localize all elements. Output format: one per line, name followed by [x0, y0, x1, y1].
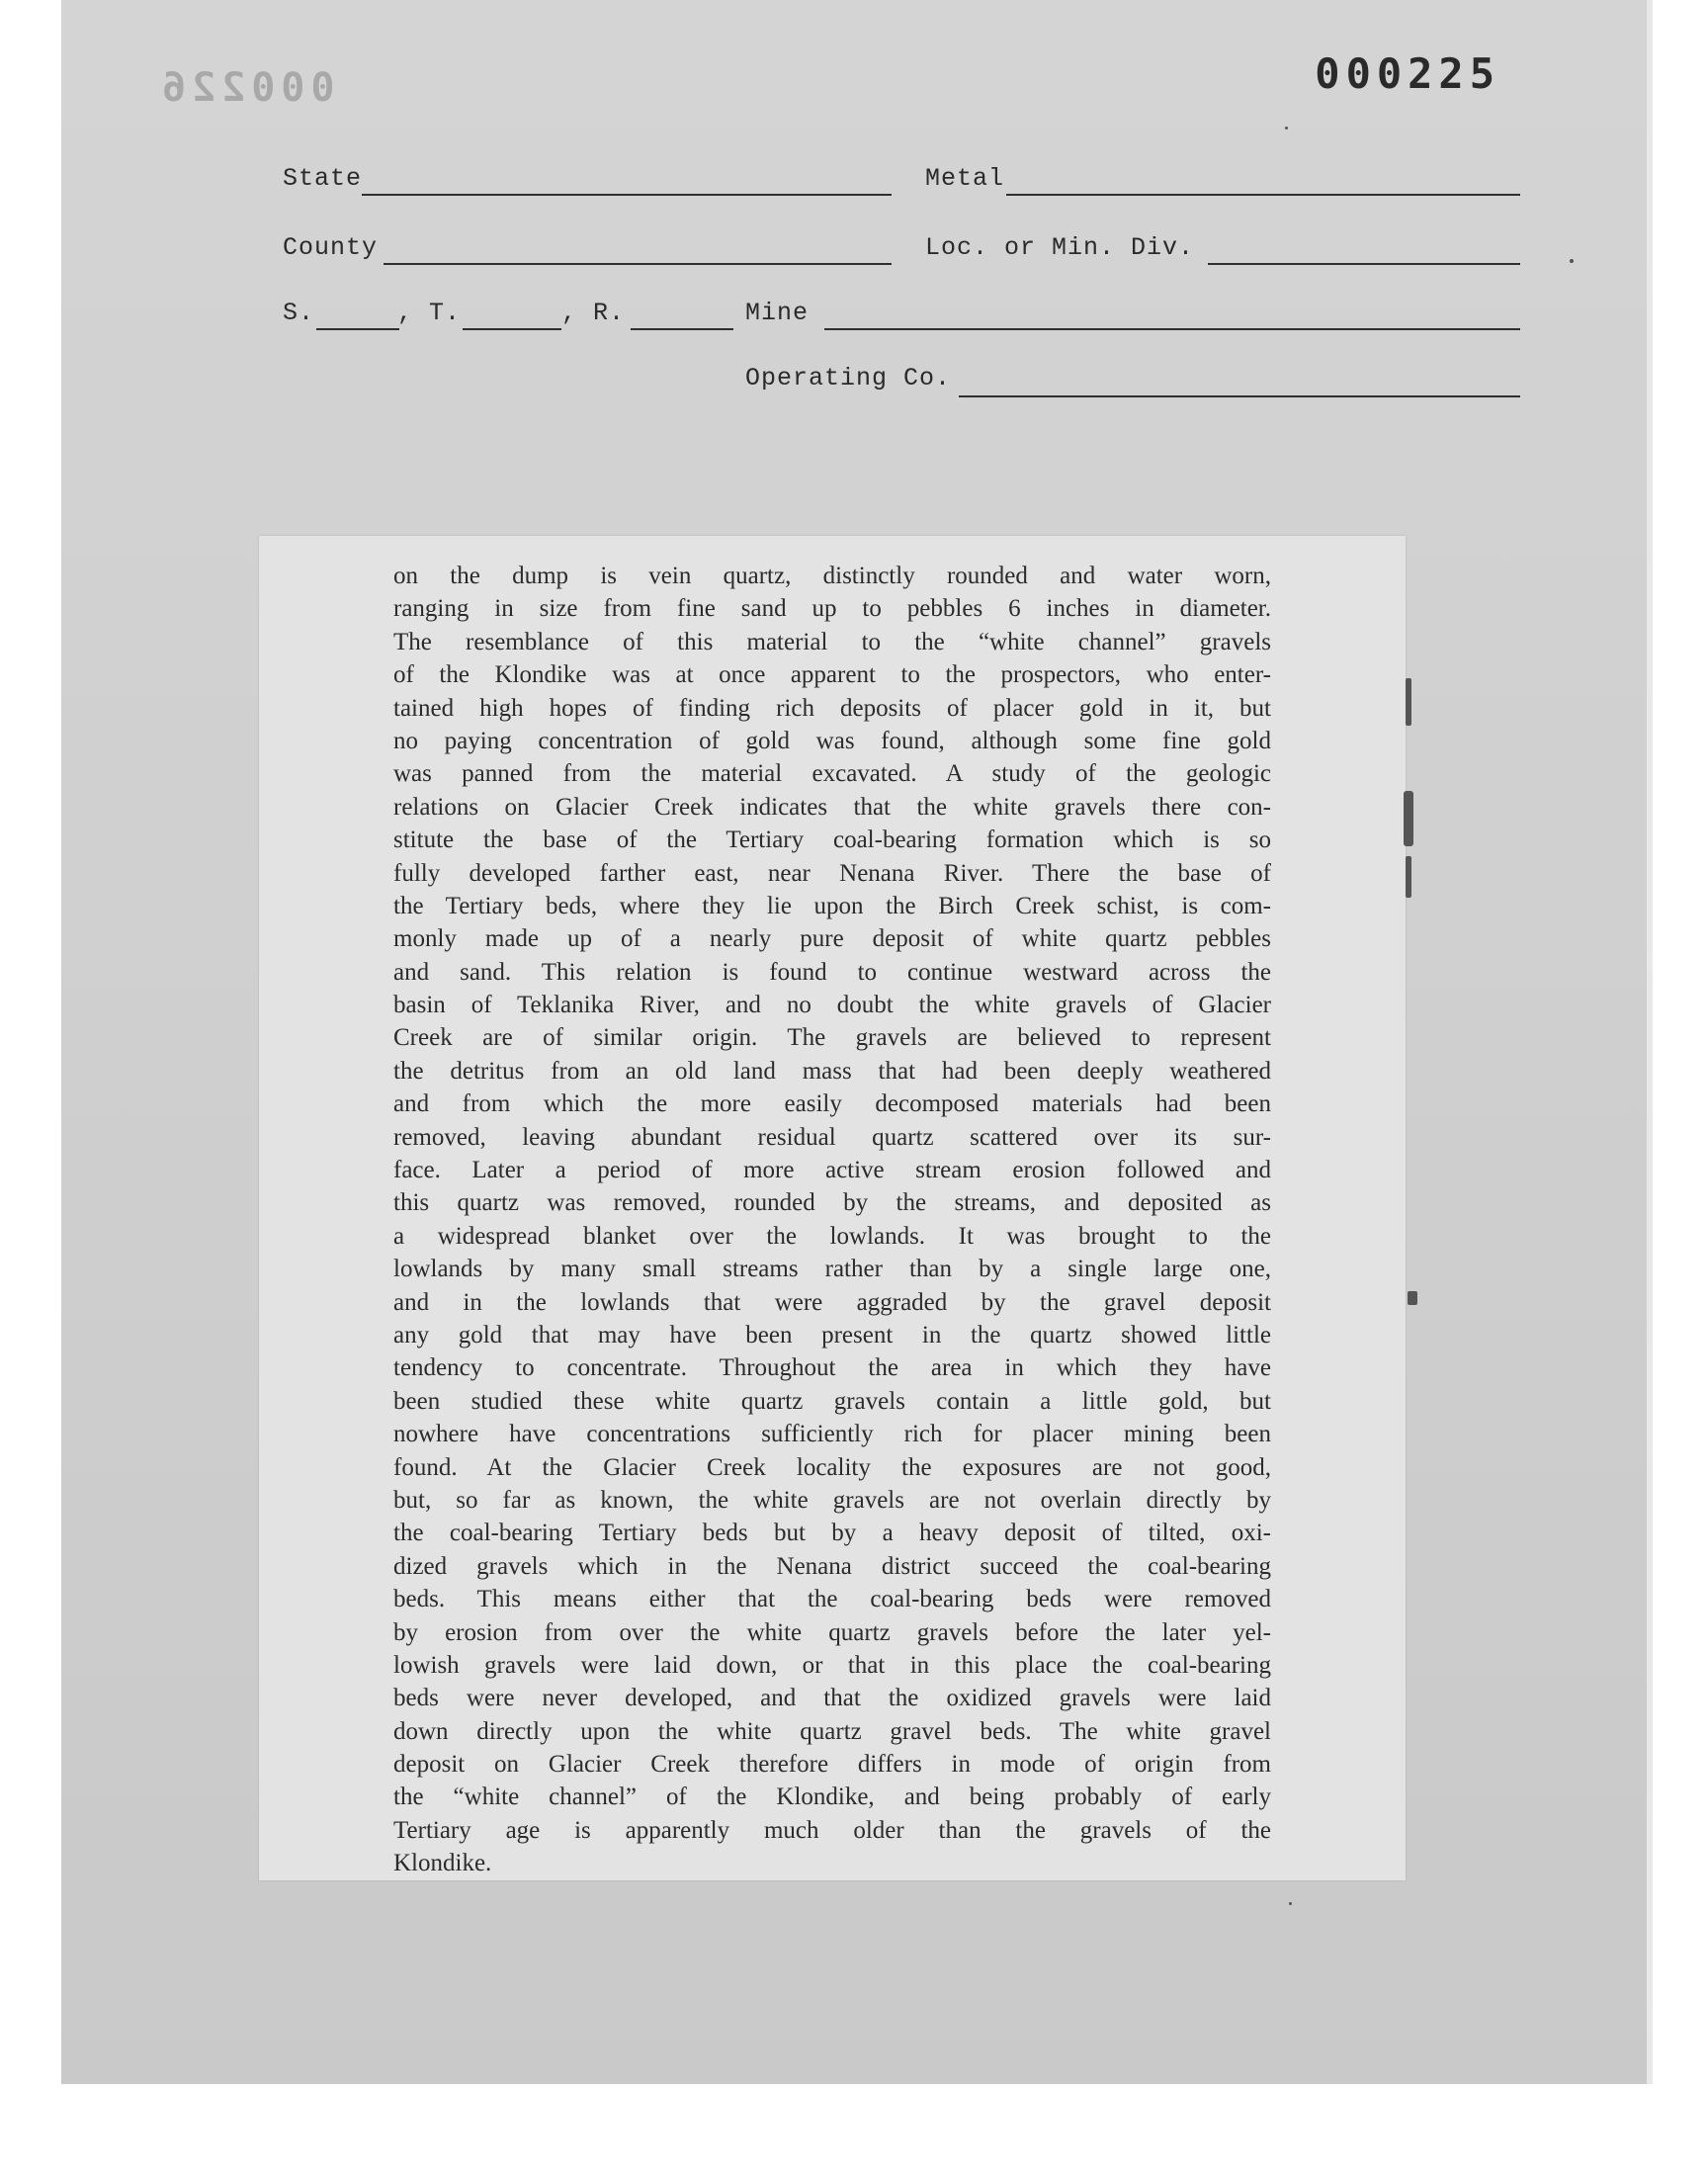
text-line: by erosion from over the white quartz gravels before the later yel-: [393, 1618, 1271, 1646]
loc-min-div-label: Loc. or Min. Div.: [925, 233, 1195, 262]
text-line: of the Klondike was at once apparent to the prospectors, who enter-: [393, 661, 1271, 689]
text-line: tained high hopes of finding rich deposits of placer gold in it, but: [393, 694, 1271, 722]
text-line: nowhere have concentrations sufficiently rich for placer mining been: [393, 1421, 1271, 1448]
text-line: a widespread blanket over the lowlands. It was brought to the: [393, 1222, 1271, 1250]
township-label: , T.: [397, 299, 462, 327]
text-line: ranging in size from fine sand up to pebbles 6 inches in diameter.: [393, 595, 1271, 623]
text-line: dized gravels which in the Nenana district succeed the coal-bearing: [393, 1552, 1271, 1580]
text-line: monly made up of a nearly pure deposit of white quartz pebbles: [393, 925, 1271, 953]
range-label: , R.: [561, 299, 626, 327]
metal-label: Metal: [925, 164, 1005, 193]
operating-co-label: Operating Co.: [745, 364, 952, 392]
loc-min-div-field[interactable]: [1208, 263, 1520, 265]
mine-field[interactable]: [824, 328, 1520, 330]
text-line: fully developed farther east, near Nenana River. There the base of: [393, 859, 1271, 887]
text-line: deposit on Glacier Creek therefore differs in mode of origin from: [393, 1751, 1271, 1779]
card-edge: [1647, 0, 1653, 2084]
text-line: lowish gravels were laid down, or that in this place the coal-bearing: [393, 1651, 1271, 1679]
text-line: on the dump is vein quartz, distinctly rounded and water worn,: [393, 563, 1271, 589]
metal-field[interactable]: [1006, 194, 1520, 196]
text-line: tendency to concentrate. Throughout the area in which they have: [393, 1354, 1271, 1382]
text-line: lowlands by many small streams rather than by a single large one,: [393, 1256, 1271, 1283]
text-line: relations on Glacier Creek indicates that the white gravels there con-: [393, 793, 1271, 821]
text-line: basin of Teklanika River, and no doubt the white gravels of Glacier: [393, 992, 1271, 1019]
serial-number-bleedthrough: 000226: [156, 65, 335, 111]
text-line: and in the lowlands that were aggraded by the gravel deposit: [393, 1288, 1271, 1316]
section-field[interactable]: [316, 328, 399, 330]
staple-mark: [1406, 856, 1411, 898]
county-label: County: [283, 233, 379, 262]
state-label: State: [283, 164, 363, 193]
county-field[interactable]: [384, 263, 892, 265]
text-line: but, so far as known, the white gravels are not overlain directly by: [393, 1486, 1271, 1514]
text-line: Creek are of similar origin. The gravels are believed to represent: [393, 1024, 1271, 1052]
text-line: any gold that may have been present in the quartz showed little: [393, 1321, 1271, 1348]
speck: [1289, 1902, 1292, 1905]
mine-label: Mine: [745, 299, 810, 327]
text-line: the Tertiary beds, where they lie upon the Birch Creek schist, is com-: [393, 892, 1271, 919]
section-label: S.: [283, 299, 315, 327]
clipping-body: [393, 560, 1271, 1880]
text-line: Klondike.: [393, 1850, 492, 1877]
text-line: found. At the Glacier Creek locality the exposures are not good,: [393, 1453, 1271, 1481]
text-line: removed, leaving abundant residual quartz scattered over its sur-: [393, 1123, 1271, 1151]
range-field[interactable]: [631, 328, 733, 330]
staple-mark: [1404, 791, 1413, 846]
text-line: no paying concentration of gold was found, although some fine gold: [393, 727, 1271, 754]
text-line: the detritus from an old land mass that had been deeply weathered: [393, 1057, 1271, 1085]
operating-co-field[interactable]: [959, 395, 1520, 397]
township-field[interactable]: [463, 328, 561, 330]
staple-mark: [1406, 678, 1411, 726]
text-line: beds were never developed, and that the oxidized gravels were laid: [393, 1685, 1271, 1712]
text-clipping: [259, 536, 1406, 1880]
serial-number: 000225: [1315, 49, 1500, 98]
text-line: face. Later a period of more active stream erosion followed and: [393, 1157, 1271, 1184]
text-line: this quartz was removed, rounded by the streams, and deposited as: [393, 1189, 1271, 1217]
text-line: and from which the more easily decomposed materials had been: [393, 1090, 1271, 1118]
text-line: stitute the base of the Tertiary coal-bearing formation which is so: [393, 826, 1271, 854]
text-line: The resemblance of this material to the “white channel” gravels: [393, 628, 1271, 655]
text-line: and sand. This relation is found to continue westward across the: [393, 958, 1271, 986]
text-line: was panned from the material excavated. A study of the geologic: [393, 760, 1271, 788]
text-line: the “white channel” of the Klondike, and being probably of early: [393, 1784, 1271, 1811]
text-line: beds. This means either that the coal-bearing beds were removed: [393, 1586, 1271, 1613]
state-field[interactable]: [362, 194, 892, 196]
text-line: down directly upon the white quartz gravel beds. The white gravel: [393, 1717, 1271, 1745]
staple-mark: [1408, 1291, 1417, 1305]
speck: [1570, 259, 1574, 263]
text-line: the coal-bearing Tertiary beds but by a heavy deposit of tilted, oxi-: [393, 1520, 1271, 1547]
text-line: been studied these white quartz gravels contain a little gold, but: [393, 1387, 1271, 1415]
text-line: Tertiary age is apparently much older than the gravels of the: [393, 1816, 1271, 1844]
speck: [1285, 127, 1288, 130]
